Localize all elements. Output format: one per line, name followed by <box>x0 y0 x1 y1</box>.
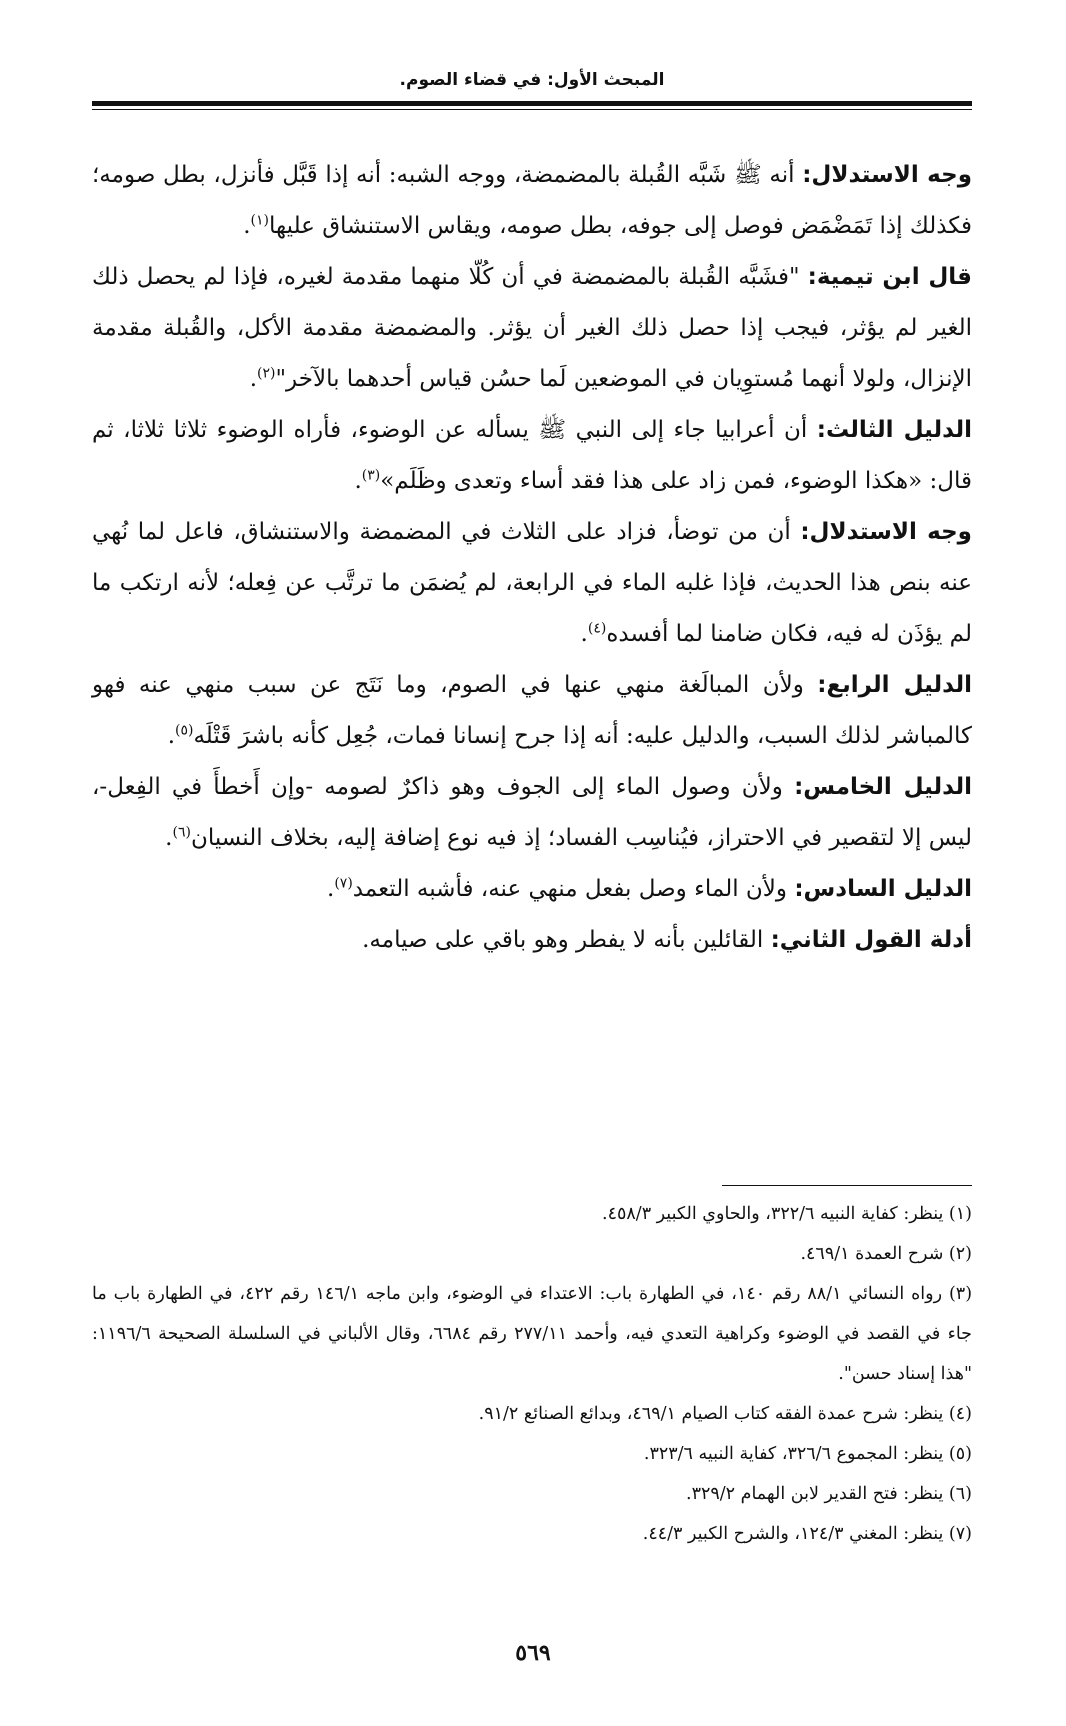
running-header: المبحث الأول: في قضاء الصوم. <box>399 70 665 90</box>
footnote-ref: (٧) <box>334 875 353 892</box>
paragraph-end: . <box>580 621 588 647</box>
paragraph-text: أن من توضأ، فزاد على الثلاث في المضمضة والاستنشاق، فاعل لما نُهي عنه بنص هذا الحديث، فإذا غلبه الماء في الرابعة، لم يُضمَن ما ترتَّب عن فِعله؛ لأنه ارتكب ما لم يؤذَن له فيه، فكان ضامنا لما أفسده <box>92 519 972 647</box>
paragraph-lead: الدليل السادس: <box>794 876 972 902</box>
paragraph-text: ولأن وصول الماء إلى الجوف وهو ذاكرٌ لصومه -وإن أَخطأَ في الفِعل-، ليس إلا لتقصير في الاحتراز، فيُناسِب الفساد؛ إذ فيه نوع إضافة إليه، بخلاف النسيان <box>92 774 972 851</box>
page-number: ٥٦٩ <box>515 1640 551 1666</box>
paragraph-lead: الدليل الرابع: <box>817 672 972 698</box>
paragraph-lead: وجه الاستدلال: <box>800 519 972 545</box>
paragraph-end: . <box>243 213 251 239</box>
footnote: (٢) شرح العمدة ٤٦٩/١. <box>800 1244 972 1264</box>
paragraph-end: . <box>249 366 257 392</box>
header-rule-thin <box>92 109 972 110</box>
paragraph-text: ولأن المبالَغة منهي عنها في الصوم، وما نَتَج عن سبب منهي عنه فهو كالمباشر لذلك السبب، والدليل عليه: أنه إذا جرح إنسانا فمات، جُعِل كأنه باشرَ قَتْلَه <box>92 672 972 749</box>
paragraph <box>92 660 972 762</box>
footnote: (٧) ينظر: المغني ١٢٤/٣، والشرح الكبير ٤٤/٣. <box>642 1524 972 1544</box>
paragraph <box>92 405 972 507</box>
paragraph-text: القائلين بأنه لا يفطر وهو باقي على صيامه. <box>362 927 771 953</box>
paragraph-lead: أدلة القول الثاني: <box>770 927 972 953</box>
paragraph-lead: قال ابن تيمية: <box>807 264 972 290</box>
header-rule <box>92 101 972 106</box>
paragraph <box>92 762 972 864</box>
footnote-ref: (٥) <box>175 722 194 739</box>
footnote-separator <box>722 1185 972 1186</box>
paragraph <box>92 507 972 660</box>
paragraph-text: "فشَبَّه القُبلة بالمضمضة في أن كُلّا منهما مقدمة لغيره، فإذا لم يحصل ذلك الغير لم يؤثر، فيجب إذا حصل ذلك الغير أن يؤثر. والمضمضة مقدمة الأكل، والقُبلة مقدمة الإنزال، ولولا أنهما مُستوِيان في الموضعين لَما حسُن قياس أحدهما بالآخر" <box>92 264 972 392</box>
footnote-ref: (١) <box>250 212 270 229</box>
footnote: (١) ينظر: كفاية النبيه ٣٢٢/٦، والحاوي الكبير ٤٥٨/٣. <box>602 1204 972 1224</box>
paragraph-end: . <box>327 876 335 902</box>
paragraph-end: . <box>354 468 362 494</box>
paragraph-end: . <box>167 723 175 749</box>
footnotes <box>92 1194 972 1554</box>
footnote: (٣) رواه النسائي ٨٨/١ رقم ١٤٠، في الطهارة باب: الاعتداء في الوضوء، وابن ماجه ١٤٦/١ رقم ٤٢٢، في الطهارة باب ما جاء في القصد في الوضوء وكراهية التعدي فيه، وأحمد ٢٧٧/١١ رقم ٦٦٨٤، وقال الألباني في السلسلة الصحيحة ١١٩٦/٦: "هذا إسناد حسن". <box>92 1284 973 1384</box>
paragraph <box>92 252 972 405</box>
footnote-ref: (٣) <box>361 467 381 484</box>
paragraph-text: أنه ﷺ شَبَّه القُبلة بالمضمضة، ووجه الشبه: أنه إذا قَبَّل فأنزل، بطل صومه؛ فكذلك إذا تَمَضْمَض فوصل إلى جوفه، بطل صومه، ويقاس الاستنشاق عليها <box>92 162 972 239</box>
footnote-ref: (٦) <box>172 824 191 841</box>
paragraph-lead: الدليل الثالث: <box>816 417 972 443</box>
footnote: (٤) ينظر: شرح عمدة الفقه كتاب الصيام ٤٦٩/١، وبدائع الصنائع ٩١/٢. <box>478 1404 972 1424</box>
paragraph-lead: وجه الاستدلال: <box>802 162 972 188</box>
footnote: (٦) ينظر: فتح القدير لابن الهمام ٣٢٩/٢. <box>686 1484 972 1504</box>
paragraph <box>92 864 972 915</box>
paragraph-text: ولأن الماء وصل بفعل منهي عنه، فأشبه التعمد <box>352 876 795 902</box>
paragraph <box>92 915 972 966</box>
paragraph <box>92 150 972 252</box>
paragraph-text: أن أعرابيا جاء إلى النبي ﷺ يسأله عن الوضوء، فأراه الوضوء ثلاثا ثلاثا، ثم قال: «هكذا الوضوء، فمن زاد على هذا فقد أساء وتعدى وظَلَم» <box>92 417 972 494</box>
footnote-ref: (٢) <box>257 365 276 382</box>
footnote: (٥) ينظر: المجموع ٣٢٦/٦، كفاية النبيه ٣٢٣/٦. <box>643 1444 972 1464</box>
paragraph-lead: الدليل الخامس: <box>794 774 972 800</box>
main-text <box>92 150 972 966</box>
paragraph-end: . <box>165 825 173 851</box>
footnote-ref: (٤) <box>587 620 607 637</box>
